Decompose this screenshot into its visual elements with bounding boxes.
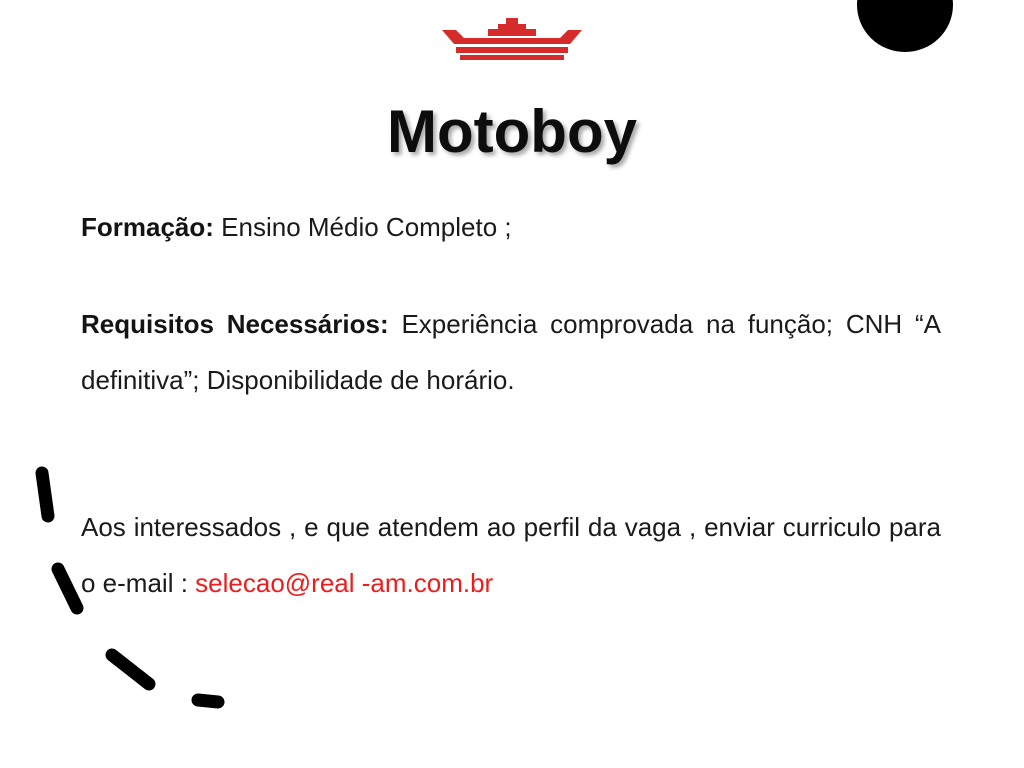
- formacao-paragraph: [81, 199, 941, 255]
- contato-paragraph: [81, 499, 941, 611]
- formacao-label: Formação:: [81, 212, 214, 242]
- requisitos-label: Requisitos Necessários:: [81, 309, 389, 339]
- formacao-value: Ensino Médio Completo ;: [221, 212, 512, 242]
- email-address: selecao@real -am.com.br: [195, 568, 494, 598]
- page-title: Motoboy: [387, 98, 637, 165]
- decorative-circle: [857, 0, 953, 52]
- requisitos-paragraph: [81, 296, 941, 408]
- contato-text: Aos interessados , e que atendem ao perfil da vaga , enviar curriculo para o e-mail :: [81, 512, 941, 598]
- requisitos-value: Experiência comprovada na função; CNH “A definitiva”; Disponibilidade de horário.: [81, 309, 941, 395]
- crown-logo-icon: [442, 18, 582, 60]
